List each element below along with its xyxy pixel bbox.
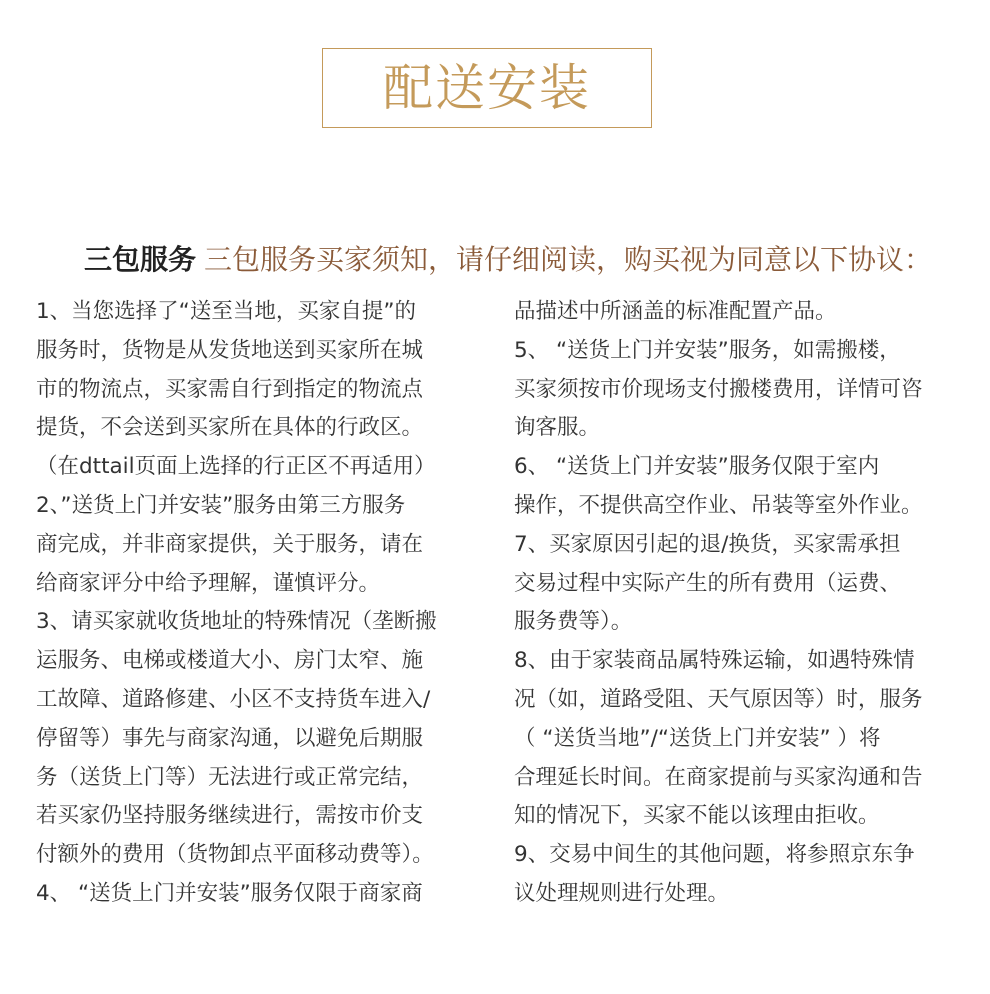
text-line: 6、 “送货上门并安装”服务仅限于室内 — [514, 454, 880, 480]
text-line: （在dttail页面上选择的行正区不再适用） — [36, 454, 436, 480]
text-line: 5、 “送货上门并安装”服务，如需搬楼， — [514, 337, 901, 363]
text-line: 交易过程中实际产生的所有费用（运费、 — [514, 570, 902, 596]
text-line: 知的情况下，买家不能以该理由拒收。 — [514, 803, 880, 829]
heading-label: 三包服务 — [84, 243, 197, 276]
text-line: 若买家仍坚持服务继续进行，需按市价支 — [36, 803, 424, 829]
page-title: 配送安装 — [383, 59, 591, 117]
text-line: 操作，不提供高空作业、吊装等室外作业。 — [514, 492, 923, 518]
text-line: 付额外的费用（货物卸点平面移动费等）。 — [36, 842, 434, 868]
text-line: 7、买家原因引起的退/换货，买家需承担 — [514, 531, 901, 557]
text-line: （ “送货当地”/“送货上门并安装” ）将 — [514, 725, 881, 751]
text-line: 9、交易中间生的其他问题，将参照京东争 — [514, 842, 915, 868]
text-line: 1、当您选择了“送至当地，买家自提”的 — [36, 299, 416, 324]
section-heading — [84, 240, 932, 280]
title-banner — [322, 48, 652, 128]
right-column — [514, 293, 966, 914]
text-line: 询客服。 — [514, 415, 601, 441]
text-line: 运服务、电梯或楼道大小、房门太窄、施 — [36, 648, 424, 674]
text-line: 合理延长时间。在商家提前与买家沟通和告 — [514, 764, 923, 790]
text-line: 商完成，并非商家提供，关于服务，请在 — [36, 531, 424, 557]
text-line: 3、请买家就收货地址的特殊情况（垄断搬 — [36, 609, 437, 635]
text-line: 品描述中所涵盖的标准配置产品。 — [514, 299, 837, 324]
text-line: 提货，不会送到买家所在具体的行政区。 — [36, 415, 424, 441]
text-line: 给商家评分中给予理解，谨慎评分。 — [36, 570, 381, 596]
text-line: 服务时，货物是从发货地送到买家所在城 — [36, 337, 424, 363]
text-line: 议处理规则进行处理。 — [514, 880, 730, 906]
text-line: 务（送货上门等）无法进行或正常完结， — [36, 764, 424, 790]
text-line: 2、”送货上门并安装”服务由第三方服务 — [36, 492, 406, 518]
text-line: 工故障、道路修建、小区不支持货车进入/ — [36, 686, 431, 712]
left-column — [36, 293, 488, 914]
text-line: 停留等）事先与商家沟通，以避免后期服 — [36, 725, 424, 751]
text-line: 4、 “送货上门并安装”服务仅限于商家商 — [36, 880, 423, 906]
text-line: 况（如，道路受阻、天气原因等）时，服务 — [514, 686, 923, 712]
text-line: 买家须按市价现场支付搬楼费用，详情可咨 — [514, 376, 923, 402]
text-line: 8、由于家装商品属特殊运输，如遇特殊情 — [514, 648, 915, 674]
text-line: 市的物流点，买家需自行到指定的物流点 — [36, 376, 424, 402]
heading-notice: 三包服务买家须知，请仔细阅读，购买视为同意以下协议： — [204, 243, 933, 276]
text-line: 服务费等）。 — [514, 609, 633, 635]
